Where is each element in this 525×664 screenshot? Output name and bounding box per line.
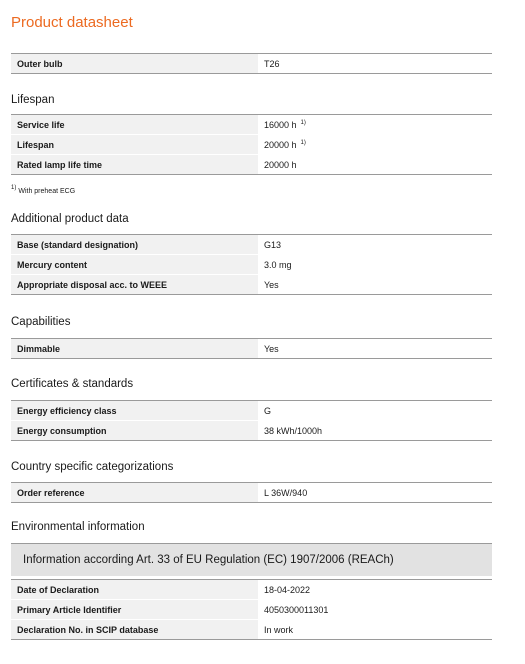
footnote-ref: 1) xyxy=(300,119,306,126)
table-row xyxy=(11,600,492,620)
row-value: 4050300011301 xyxy=(258,600,492,620)
table-row xyxy=(11,401,492,421)
row-value: 38 kWh/1000h xyxy=(258,421,492,441)
row-label: Primary Article Identifier xyxy=(11,600,258,620)
row-label: Energy consumption xyxy=(11,421,258,441)
table-row xyxy=(11,255,492,275)
row-label: Order reference xyxy=(11,483,258,503)
row-value: 3.0 mg xyxy=(258,255,492,275)
value-text: 20000 h xyxy=(264,139,297,150)
row-value: G13 xyxy=(258,235,492,255)
value-text: 16000 h xyxy=(264,119,297,130)
row-value: In work xyxy=(258,620,492,640)
section-heading-lifespan: Lifespan xyxy=(11,94,55,106)
table-row xyxy=(11,620,492,640)
row-label: Outer bulb xyxy=(11,54,258,74)
table-row xyxy=(11,155,492,175)
row-value: G xyxy=(258,401,492,421)
row-value: 18-04-2022 xyxy=(258,580,492,600)
table-row xyxy=(11,135,492,155)
row-value: L 36W/940 xyxy=(258,483,492,503)
row-value: T26 xyxy=(258,54,492,74)
capabilities-table xyxy=(11,338,492,359)
row-label: Appropriate disposal acc. to WEEE xyxy=(11,275,258,295)
table-row xyxy=(11,115,492,135)
section-heading-additional: Additional product data xyxy=(11,213,129,225)
row-value: Yes xyxy=(258,339,492,359)
row-value: 20000 h xyxy=(258,155,492,175)
row-value: Yes xyxy=(258,275,492,295)
table-row xyxy=(11,275,492,295)
section-heading-certificates: Certificates & standards xyxy=(11,378,134,390)
outer-bulb-table xyxy=(11,53,492,74)
certificates-table xyxy=(11,400,492,441)
table-row xyxy=(11,235,492,255)
row-label: Service life xyxy=(11,115,258,135)
row-label: Energy efficiency class xyxy=(11,401,258,421)
row-label: Mercury content xyxy=(11,255,258,275)
row-label: Lifespan xyxy=(11,135,258,155)
lifespan-table xyxy=(11,114,492,175)
table-row xyxy=(11,580,492,600)
footnote-mark: 1) xyxy=(11,185,17,191)
footnote-text: With preheat ECG xyxy=(18,188,76,195)
footnote-ref: 1) xyxy=(300,139,306,146)
environmental-table xyxy=(11,579,492,640)
row-label: Dimmable xyxy=(11,339,258,359)
row-label: Date of Declaration xyxy=(11,580,258,600)
table-row xyxy=(11,339,492,359)
section-heading-environmental: Environmental information xyxy=(11,521,145,533)
table-row xyxy=(11,483,492,503)
section-heading-capabilities: Capabilities xyxy=(11,316,71,328)
country-table xyxy=(11,482,492,503)
section-heading-country: Country specific categorizations xyxy=(11,461,174,473)
table-row xyxy=(11,54,492,74)
row-value xyxy=(258,135,492,155)
row-value xyxy=(258,115,492,135)
row-label: Rated lamp life time xyxy=(11,155,258,175)
reach-subheading: Information according Art. 33 of EU Regulation (EC) 1907/2006 (REACh) xyxy=(11,543,492,576)
table-row xyxy=(11,421,492,441)
row-label: Base (standard designation) xyxy=(11,235,258,255)
footnote xyxy=(11,185,75,195)
row-label: Declaration No. in SCIP database xyxy=(11,620,258,640)
additional-table xyxy=(11,234,492,295)
page-title: Product datasheet xyxy=(11,14,133,31)
